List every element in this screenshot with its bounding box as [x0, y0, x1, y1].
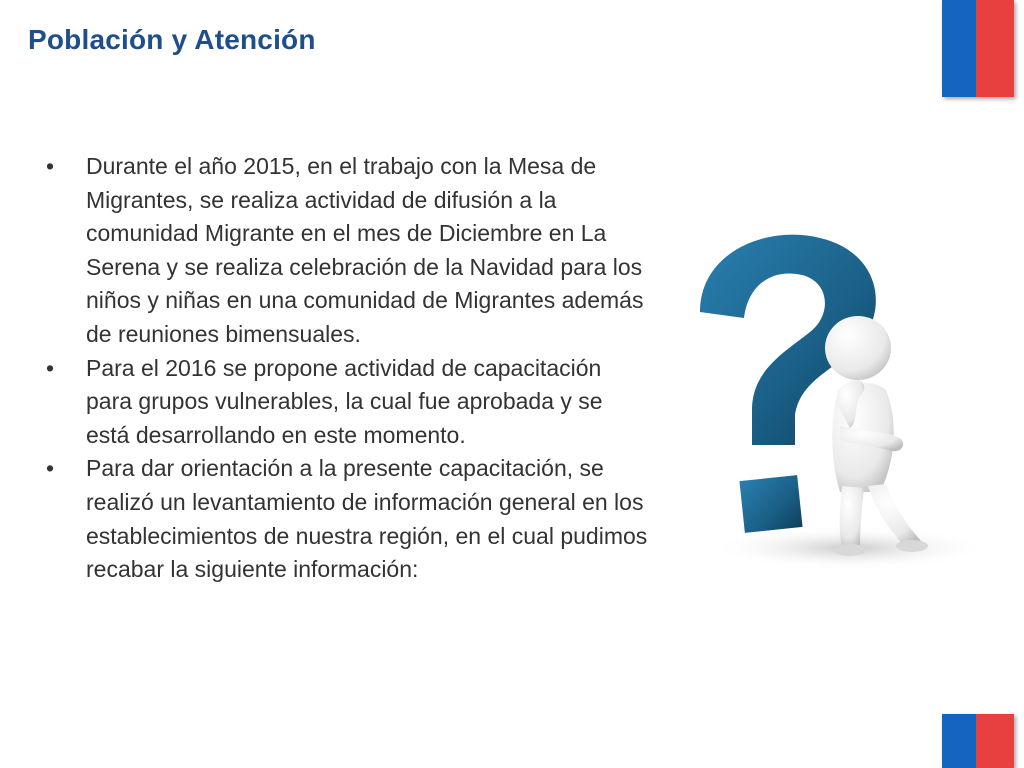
bullet-text: Durante el año 2015, en el trabajo con la Mesa de Migrantes, se realiza actividad de difusión a la comunidad Migrante en el mes de Diciembre en La Serena y se realiza celebración de la Navidad para los niños y niñas en una comunidad de Migrantes además de reuniones bimensuales.	[86, 153, 644, 347]
flag-stripe-top	[942, 0, 1014, 97]
bullet-dot: •	[46, 455, 55, 482]
slide-title: Población y Atención	[28, 24, 316, 55]
flag-stripe-bottom	[942, 714, 1014, 768]
bullet-item	[46, 452, 651, 586]
flag-red-stripe	[976, 0, 1014, 97]
thinking-figure-question-mark-icon	[690, 230, 990, 590]
bullet-dot: •	[46, 354, 55, 381]
bullet-list	[46, 150, 651, 587]
flag-blue-stripe	[942, 714, 976, 768]
flag-blue-stripe	[942, 0, 976, 97]
bullet-text: Para dar orientación a la presente capacitación, se realizó un levantamiento de información general en los establecimientos de nuestra región, en el cual pudimos recabar la siguiente información:	[86, 455, 648, 583]
bullet-item	[46, 352, 651, 453]
bullet-item	[46, 150, 651, 352]
bullet-dot: •	[46, 153, 55, 179]
flag-red-stripe	[976, 714, 1014, 768]
bullet-text: Para el 2016 se propone actividad de capacitación para grupos vulnerables, la cual fue aprobada y se está desarrollando en este momento.	[86, 354, 603, 448]
